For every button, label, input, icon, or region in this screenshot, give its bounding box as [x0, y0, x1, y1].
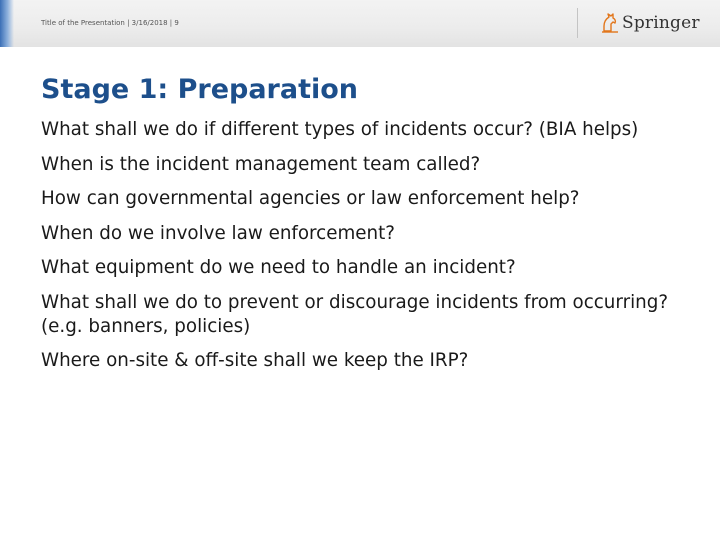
presentation-footer-text: Title of the Presentation | 3/16/2018 | 9 [41, 19, 179, 27]
bullet-item: What shall we do if different types of incidents occur? (BIA helps) [41, 119, 639, 140]
header-accent-bar [0, 0, 14, 47]
slide-title: Stage 1: Preparation [41, 74, 359, 105]
bullet-item: What equipment do we need to handle an incident? [41, 257, 516, 278]
bullet-item: When do we involve law enforcement? [41, 222, 395, 244]
slide-header [0, 0, 720, 47]
bullet-item: How can governmental agencies or law enforcement help? [41, 188, 580, 209]
header-divider [577, 8, 578, 38]
logo-text: Springer [622, 13, 700, 33]
springer-logo [600, 9, 700, 37]
bullet-item: Where on-site & off-site shall we keep the IRP? [41, 350, 469, 371]
bullet-item: When is the incident management team called? [41, 153, 481, 175]
springer-horse-icon [600, 11, 620, 35]
bullet-list [41, 118, 701, 384]
bullet-item: What shall we do to prevent or discourage incidents from occurring? (e.g. banners, policies) [41, 291, 669, 337]
